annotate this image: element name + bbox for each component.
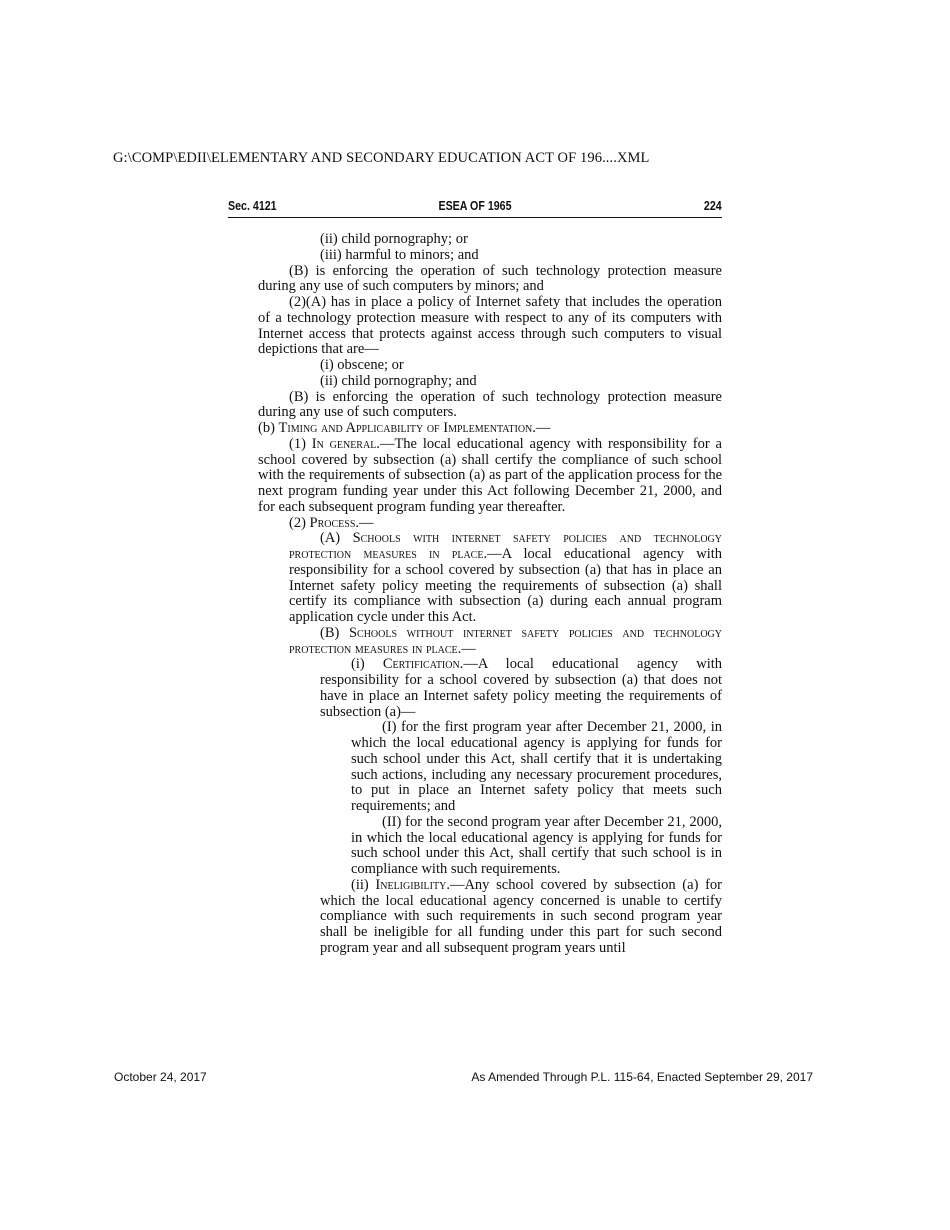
paragraph-heading: Process. <box>309 514 360 531</box>
paragraph-text: —Any school covered by subsection (a) for which the local educational agency concerned is unable to certify compliance with such requirements in such second program year shall be ineligible for all funding under this part for such second program year and all subsequent program years until <box>320 876 722 956</box>
paragraph-label: (A) <box>320 530 353 547</box>
paragraph <box>258 626 722 658</box>
section-number: Sec. 4121 <box>228 198 277 213</box>
subsection-heading <box>258 421 722 437</box>
paragraph: (2)(A) has in place a policy of Internet safety that includes the operation of a technology protection measure with respect to any of its computers with Internet access that protects against access through such computers to visual depictions that are— <box>258 294 722 358</box>
paragraph <box>258 531 722 626</box>
paragraph <box>258 878 722 957</box>
paragraph: (ii) child pornography; and <box>320 372 477 389</box>
paragraph-heading: In general. <box>311 435 380 452</box>
heading-dash: — <box>359 514 374 531</box>
paragraph-text: —A local educational agency with responsibility for a school covered by subsection (a) that has in place an Internet safety policy meeting the requirements of subsection (a) shall certify its compliance with subsection (a) during each annual program application cycle under this Act. <box>289 546 723 625</box>
paragraph-text: —The local educational agency with responsibility for a school covered by subsection (a) shall certify the compliance of such school with the requirements of subsection (a) as part of the application process for the next program funding year under this Act following December 21, 2000, and for each subsequent program funding year thereafter. <box>258 435 722 515</box>
heading-dash: — <box>535 420 551 436</box>
subsection-title: Timing and Applicability of Implementation. <box>278 420 536 436</box>
paragraph: (B) is enforcing the operation of such technology protection measure during any use of such computers by minors; and <box>258 262 722 295</box>
footer-date: October 24, 2017 <box>114 1070 207 1084</box>
heading-dash: — <box>461 640 476 657</box>
footer-amendment-note: As Amended Through P.L. 115-64, Enacted September 29, 2017 <box>471 1070 813 1084</box>
page-number: 224 <box>704 198 722 213</box>
paragraph-heading: Ineligibility. <box>375 876 450 893</box>
paragraph-heading: Schools with internet safety policies and technology protection measures in place. <box>289 530 722 562</box>
paragraph-label: (ii) <box>351 876 376 893</box>
subsection-label: (b) <box>258 420 279 436</box>
page-header <box>228 198 722 218</box>
paragraph-label: (1) <box>289 435 312 452</box>
act-title: ESEA OF 1965 <box>438 198 512 213</box>
paragraph <box>258 516 722 532</box>
paragraph-text: —A local educational agency with responsibility for a school covered by subsection (a) that does not have in place an Internet safety policy meeting the requirements of subsection (a)— <box>320 656 723 720</box>
paragraph: (i) obscene; or <box>320 357 404 373</box>
paragraph: (I) for the first program year after December 21, 2000, in which the local educational agency is applying for funds for such school under this Act, shall certify that it is undertaking such actions, including any necessary procurement procedures, to put in place an Internet safety policy that meets such requirements; and <box>351 719 722 814</box>
file-path: G:\COMP\EDII\ELEMENTARY AND SECONDARY EDUCATION ACT OF 196....XML <box>113 150 650 166</box>
paragraph-label: (i) <box>351 656 383 673</box>
paragraph-heading: Certification. <box>382 656 464 673</box>
paragraph-heading: Schools without internet safety policies and technology protection measures in place. <box>289 624 722 657</box>
statute-text <box>258 232 722 957</box>
paragraph: (B) is enforcing the operation of such technology protection measure during any use of such computers. <box>258 388 722 421</box>
paragraph-label: (2) <box>289 514 310 531</box>
paragraph: (ii) child pornography; or <box>320 231 468 247</box>
paragraph: (iii) harmful to minors; and <box>320 246 479 263</box>
paragraph <box>258 657 722 720</box>
paragraph-label: (B) <box>320 624 349 641</box>
paragraph <box>258 437 722 516</box>
paragraph: (II) for the second program year after December 21, 2000, in which the local educational agency is applying for funds for such school under this Act, shall certify that such school is in compliance with such requirements. <box>351 813 722 877</box>
